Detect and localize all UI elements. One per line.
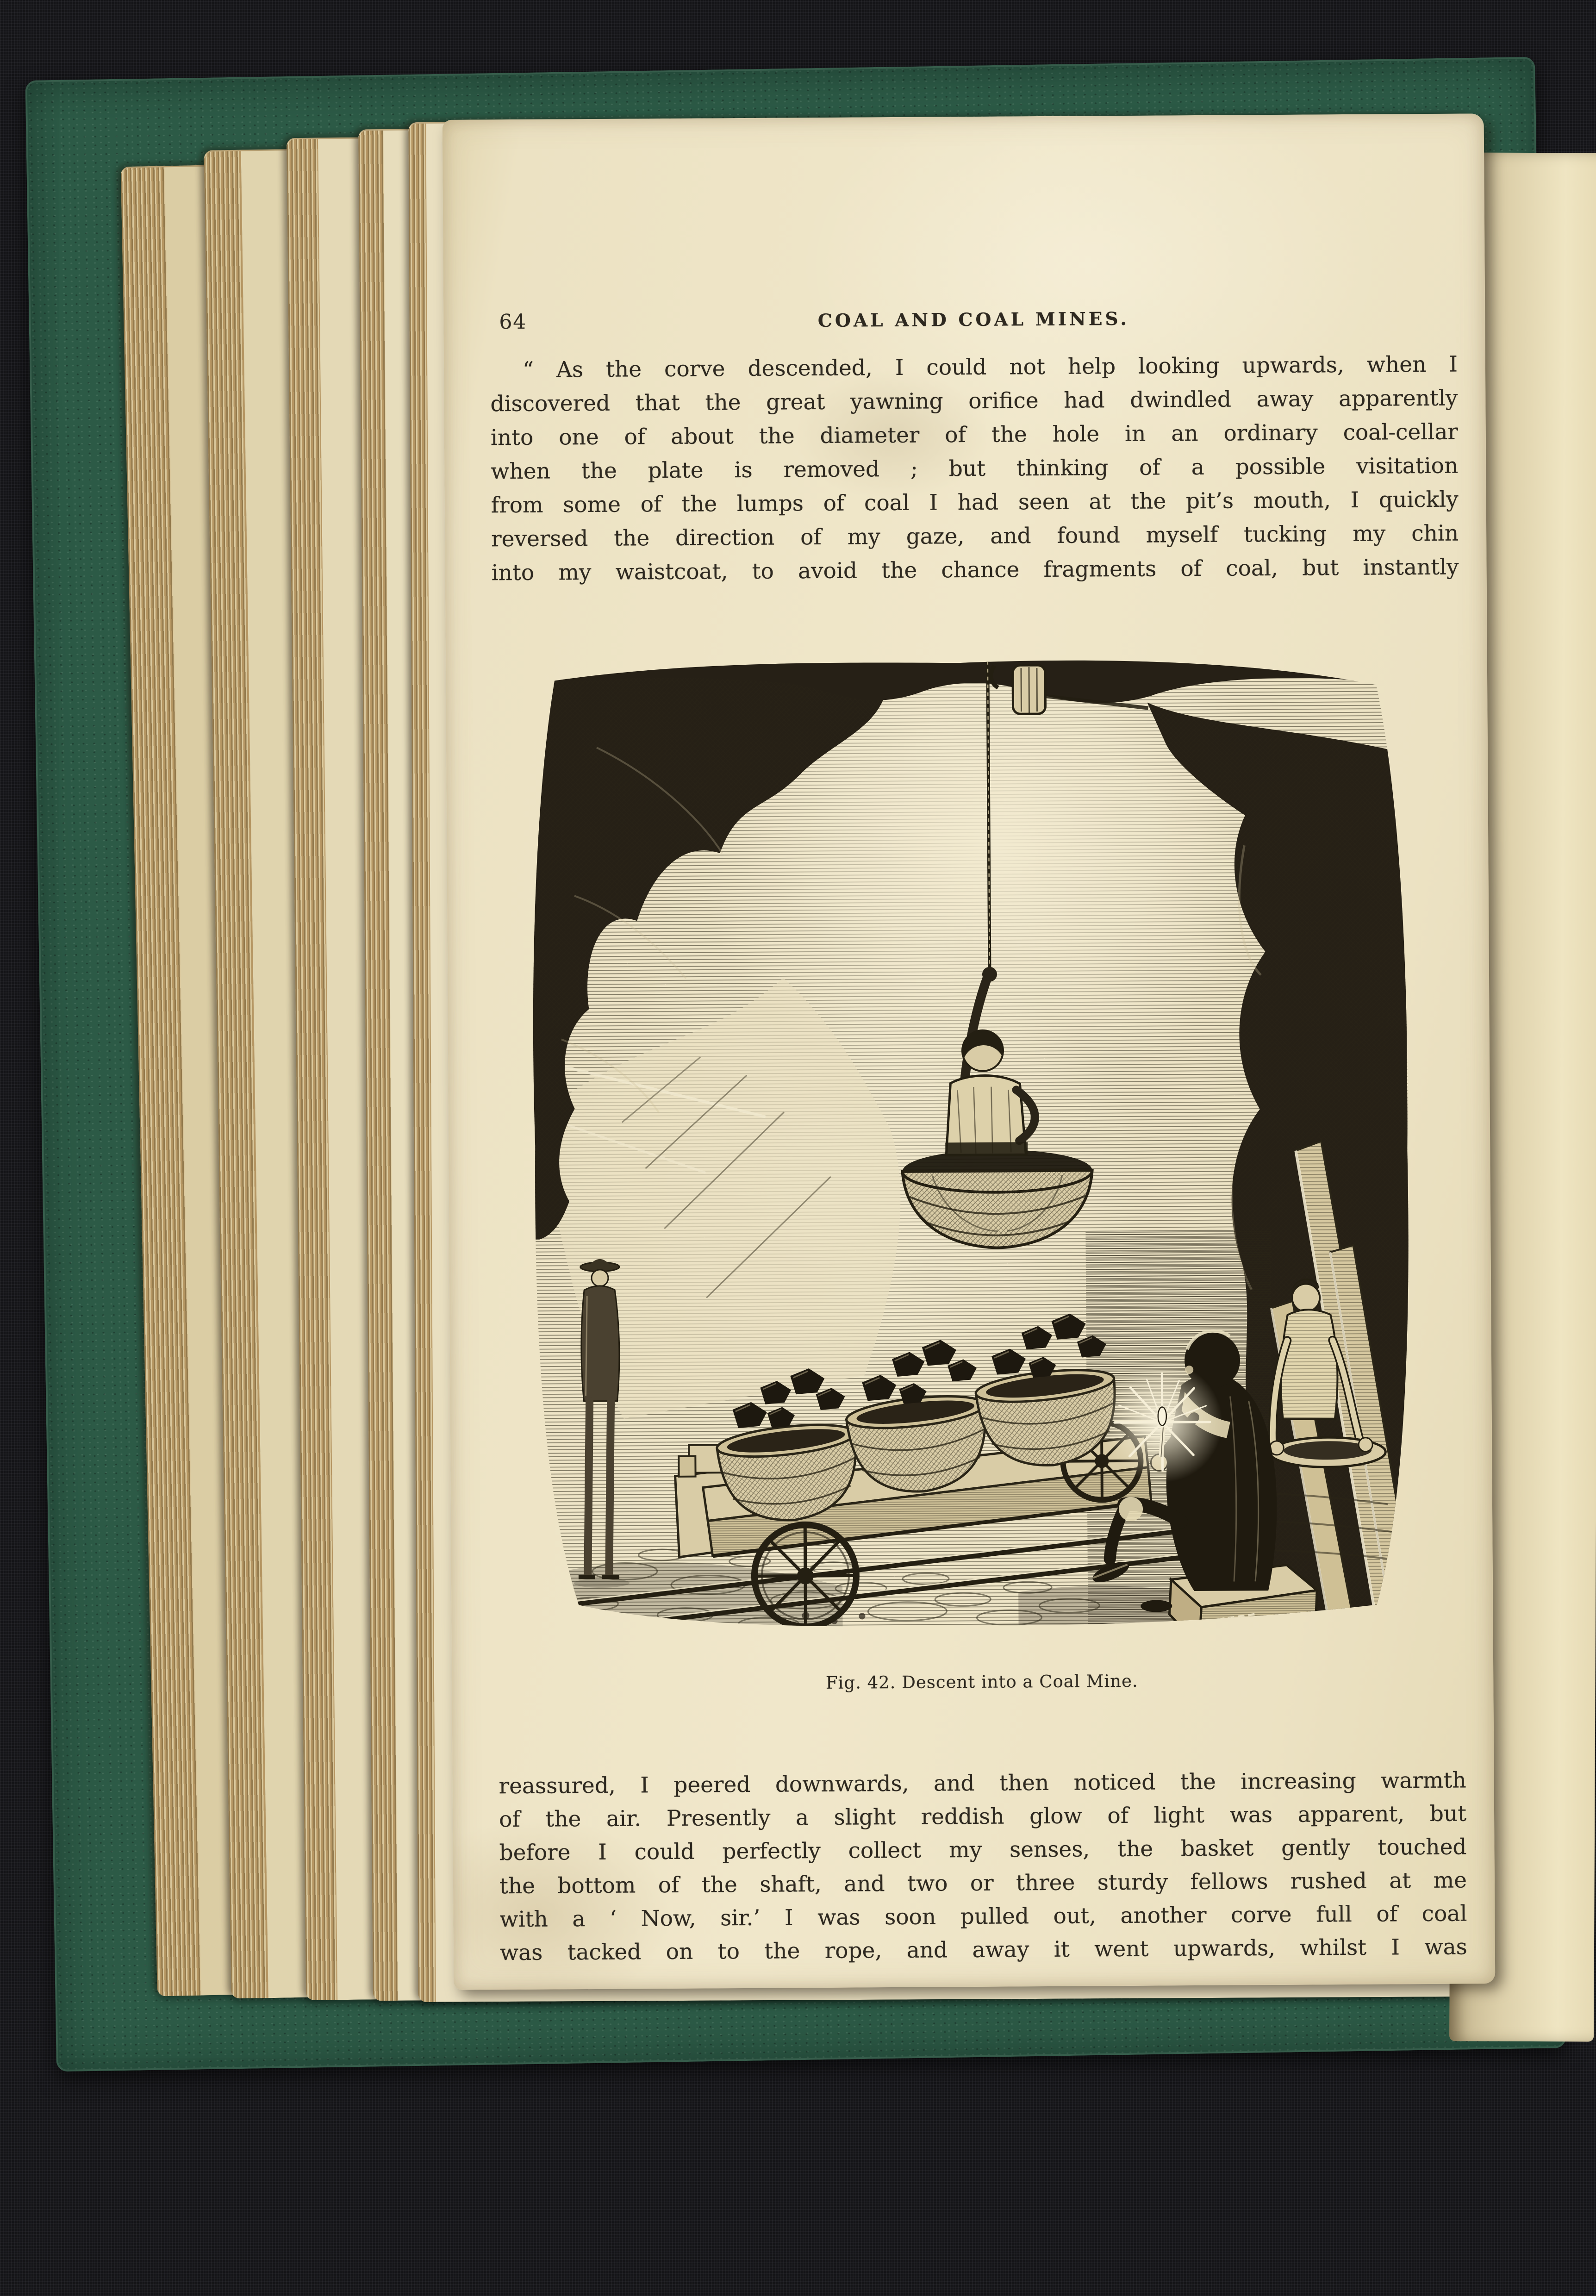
coal-mine-engraving-svg [504, 650, 1431, 1635]
page-number: 64 [499, 310, 527, 334]
text-line: the bottom of the shaft, and two or three sturdy fellows rushed at me [499, 1867, 1467, 1899]
figure-caption: Fig. 42. Descent into a Coal Mine. [825, 1671, 1138, 1693]
text-line: from some of the lumps of coal I had seen at the pit’s mouth, I quickly [491, 487, 1459, 518]
text-line: into one of about the diameter of the hole in an ordinary coal-cellar [490, 419, 1459, 451]
text-line: of the air. Presently a slight reddish glow of light was apparent, but [499, 1801, 1467, 1833]
paragraph-bottom [499, 1764, 1467, 1970]
text-line: before I could perfectly collect my senses, the basket gently touched [499, 1834, 1467, 1866]
candle-starburst [1102, 1362, 1223, 1483]
text-line: discovered that the great yawning orifice had dwindled away apparently [490, 385, 1458, 417]
text-line: was tacked on to the rope, and away it went upwards, whilst I was [499, 1934, 1468, 1966]
figure-42-engraving [504, 650, 1431, 1635]
text-line: with a ‘ Now, sir.’ I was soon pulled out, another corve full of coal [499, 1901, 1467, 1933]
wagon-wheel-front [754, 1525, 856, 1627]
paragraph-top [490, 348, 1459, 590]
text-line: when the plate is removed ; but thinking of a possible visitation [491, 453, 1459, 485]
text-line: reassured, I peered downwards, and then noticed the increasing warmth [499, 1767, 1466, 1799]
text-line: into my waistcoat, to avoid the chance fragments of coal, but instantly [491, 554, 1459, 586]
text-line: “ As the corve descended, I could not help looking upwards, when I [522, 351, 1458, 383]
book-page-64 [443, 113, 1496, 1990]
engraving-layers [504, 650, 1431, 1635]
running-header: COAL AND COAL MINES. [817, 308, 1129, 331]
text-line: reversed the direction of my gaze, and found myself tucking my chin [491, 520, 1459, 552]
